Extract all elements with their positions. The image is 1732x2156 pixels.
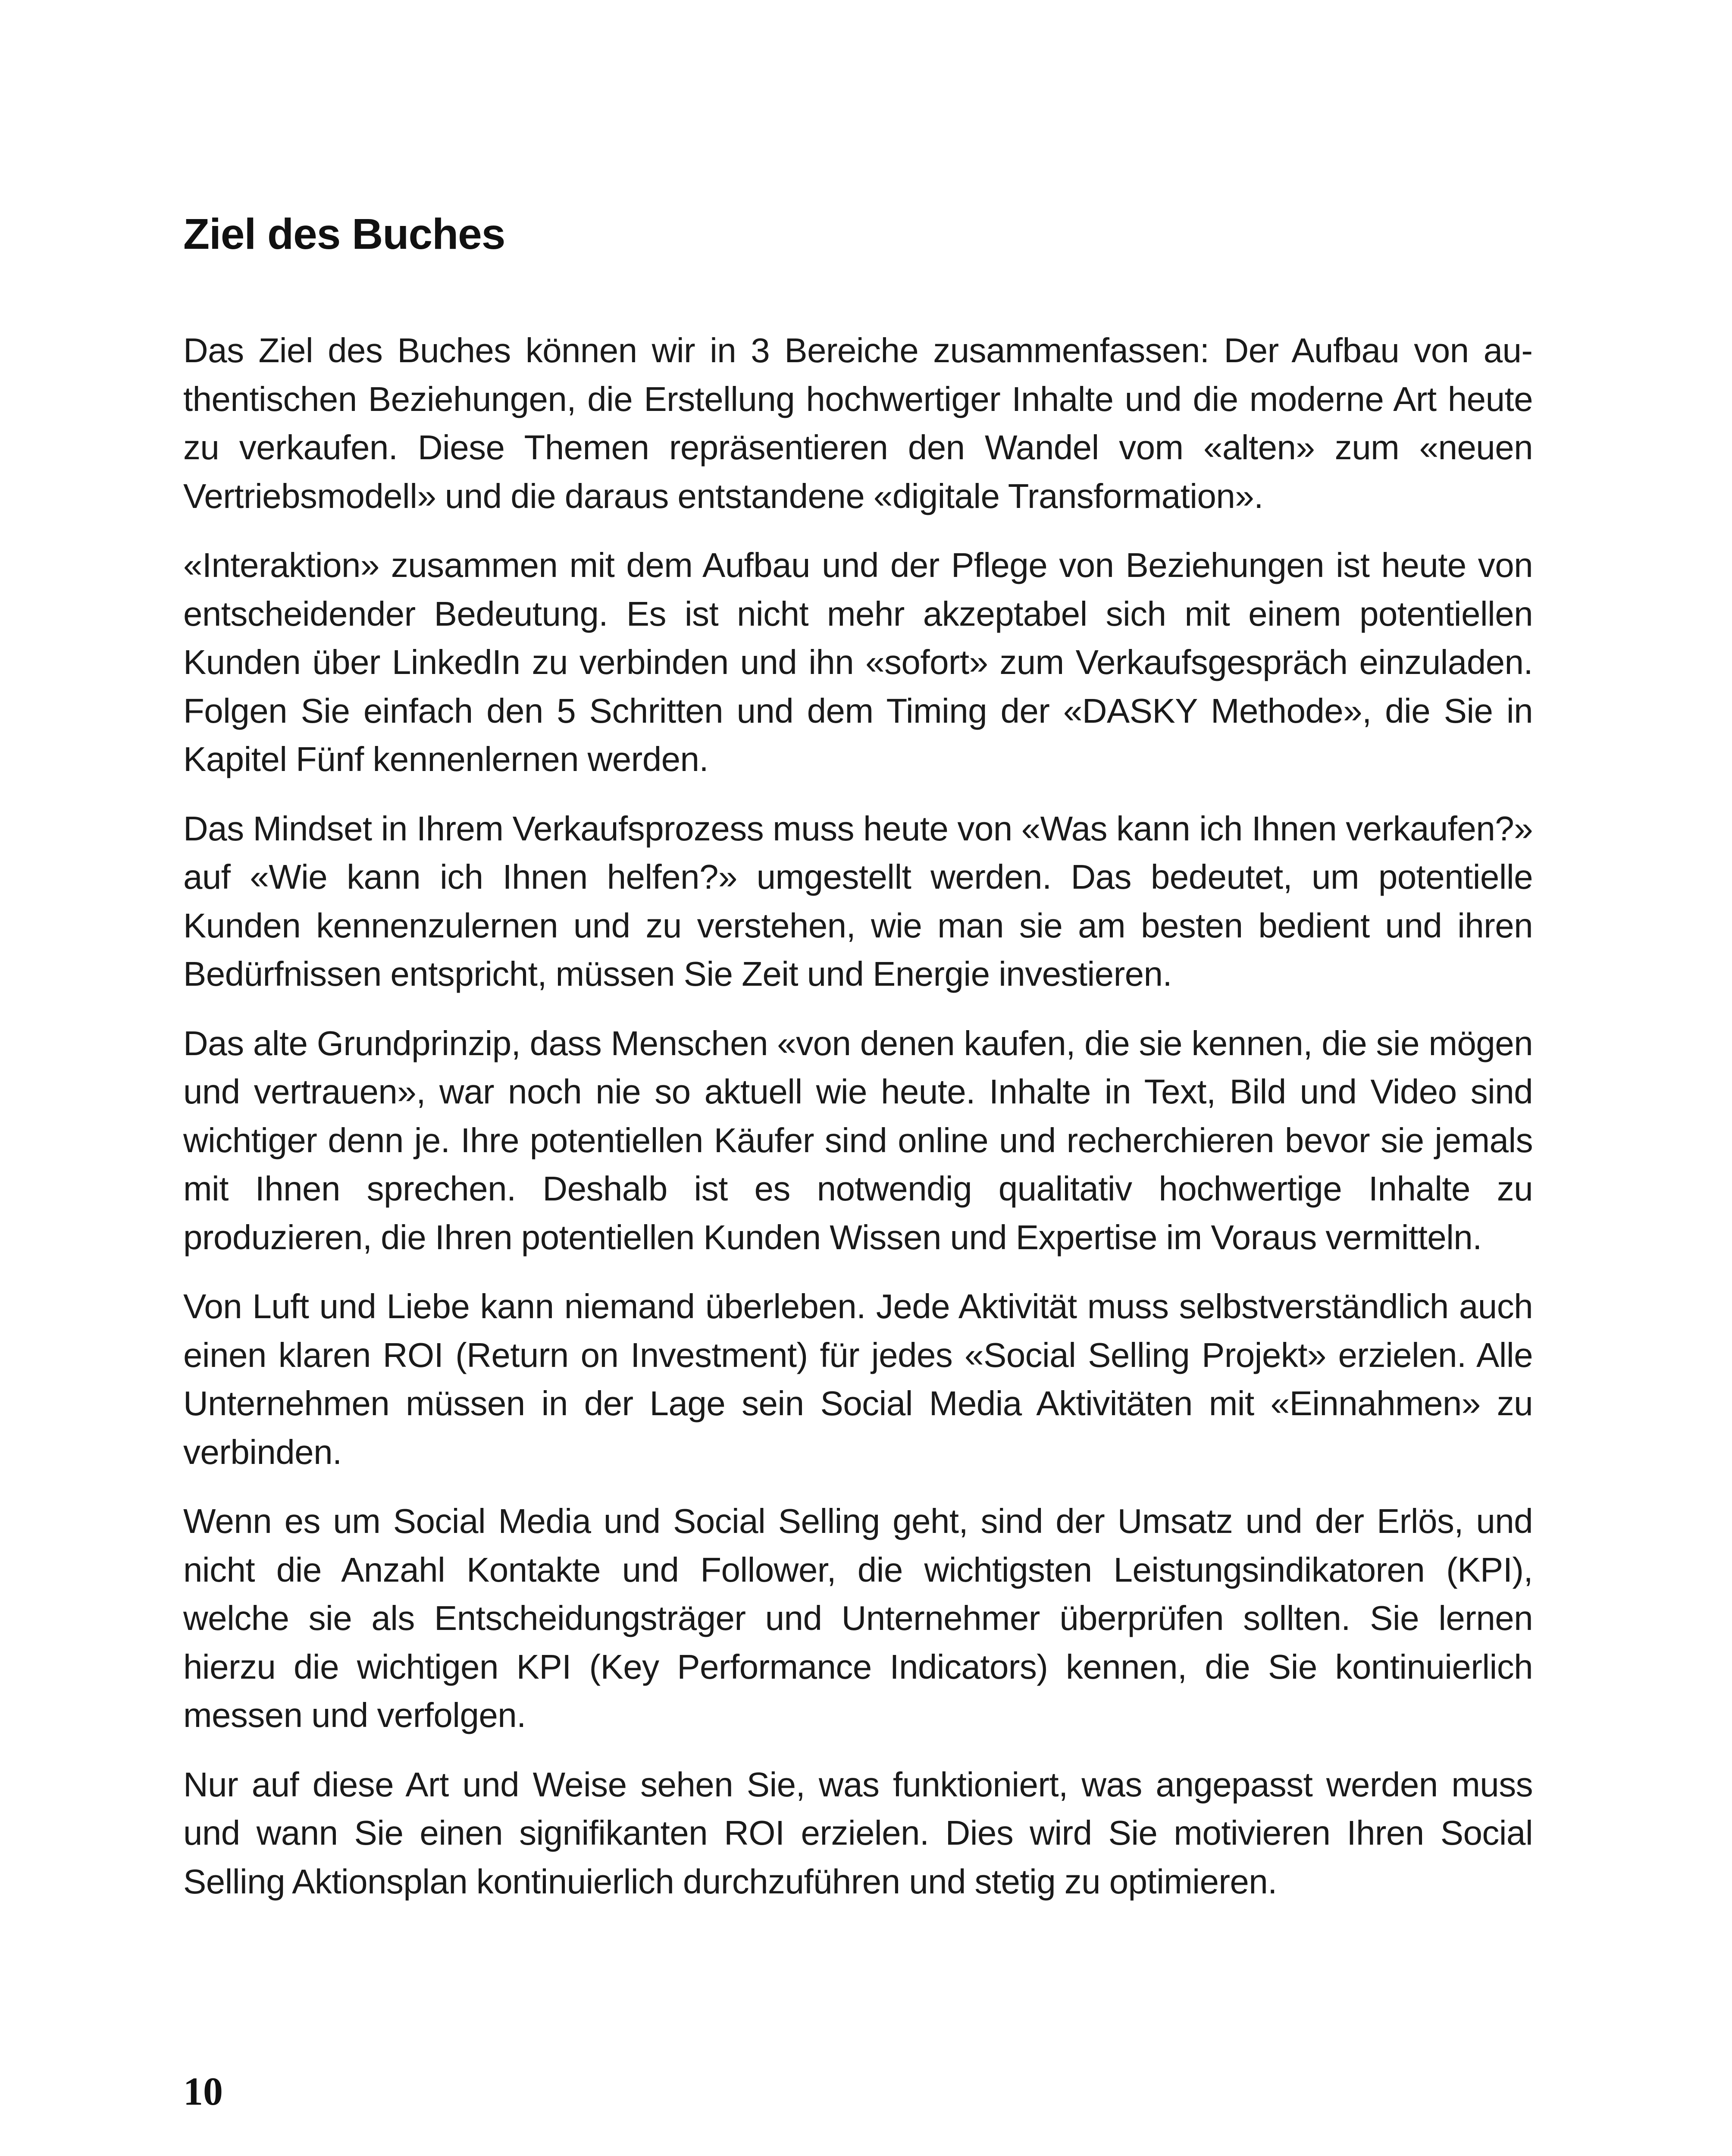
paragraph-6: Wenn es um Social Media und Social Selling geht, sind der Umsatz und der Erlös, und nicht die Anzahl Kontakte und Follower, die wichtigsten Leistungsindikatoren (KPI), welche sie als Entscheidungsträger und Unternehmer überprüfen sollten. Sie lernen hierzu die wichtigen KPI (Key Performance Indicators) kennen, die Sie kontinuierlich messen und verfolgen. [183,1502,1533,1734]
chapter-heading: Ziel des Buches [183,210,505,258]
paragraph-1: Das Ziel des Buches können wir in 3 Bereiche zusammenfassen: Der Aufbau von authentischen Beziehungen, die Erstellung hochwertiger Inhalte und die moderne Art heute zu verkaufen. Diese Themen repräsentieren den Wandel vom «alten» zum «neuen Vertriebsmodell» und die daraus entstandene «digitale Transformation». [183,331,1533,515]
page-number: 10 [183,2069,223,2113]
body-text [183,326,1533,1927]
paragraph-7: Nur auf diese Art und Weise sehen Sie, was funktioniert, was angepasst werden muss und wann Sie einen signifikanten ROI erzielen. Dies wird Sie motivieren Ihren Social Selling Aktionsplan kontinuierlich durchzuführen und stetig zu optimieren. [183,1765,1533,1901]
paragraph-3: Das Mindset in Ihrem Verkaufsprozess muss heute von «Was kann ich Ihnen verkaufen?» auf «Wie kann ich Ihnen helfen?» umgestellt werden. Das bedeutet, um potentielle Kunden kennenzulernen und zu verstehen, wie man sie am besten bedient und ihren Bedürfnissen entspricht, müssen Sie Zeit und Energie investieren. [183,809,1533,993]
paragraph-5: Von Luft und Liebe kann niemand überleben. Jede Aktivität muss selbstverständlich auch einen klaren ROI (Return on Investment) für jedes «Social Selling Projekt» erzielen. Alle Unternehmen müssen in der Lage sein Social Media Aktivitäten mit «Einnahmen» zu verbinden. [183,1287,1533,1471]
paragraph-4: Das alte Grundprinzip, dass Menschen «von denen kaufen, die sie kennen, die sie mögen und vertrauen», war noch nie so aktuell wie heute. Inhalte in Text, Bild und Video sind wichtiger denn je. Ihre potentiellen Käufer sind online und recherchieren bevor sie jemals mit Ihnen sprechen. Deshalb ist es notwendig qualitativ hochwertige Inhalte zu produzieren, die Ihren potentiellen Kunden Wissen und Expertise im Voraus vermitteln. [183,1024,1533,1257]
paragraph-2: «Interaktion» zusammen mit dem Aufbau und der Pflege von Beziehungen ist heute von entscheidender Bedeutung. Es ist nicht mehr akzeptabel sich mit einem potentiellen Kunden über LinkedIn zu verbinden und ihn «sofort» zum Verkaufsgespräch einzuladen. Folgen Sie einfach den 5 Schritten und dem Timing der «DASKY Methode», die Sie in Kapitel Fünf kennenlernen werden. [183,546,1533,778]
